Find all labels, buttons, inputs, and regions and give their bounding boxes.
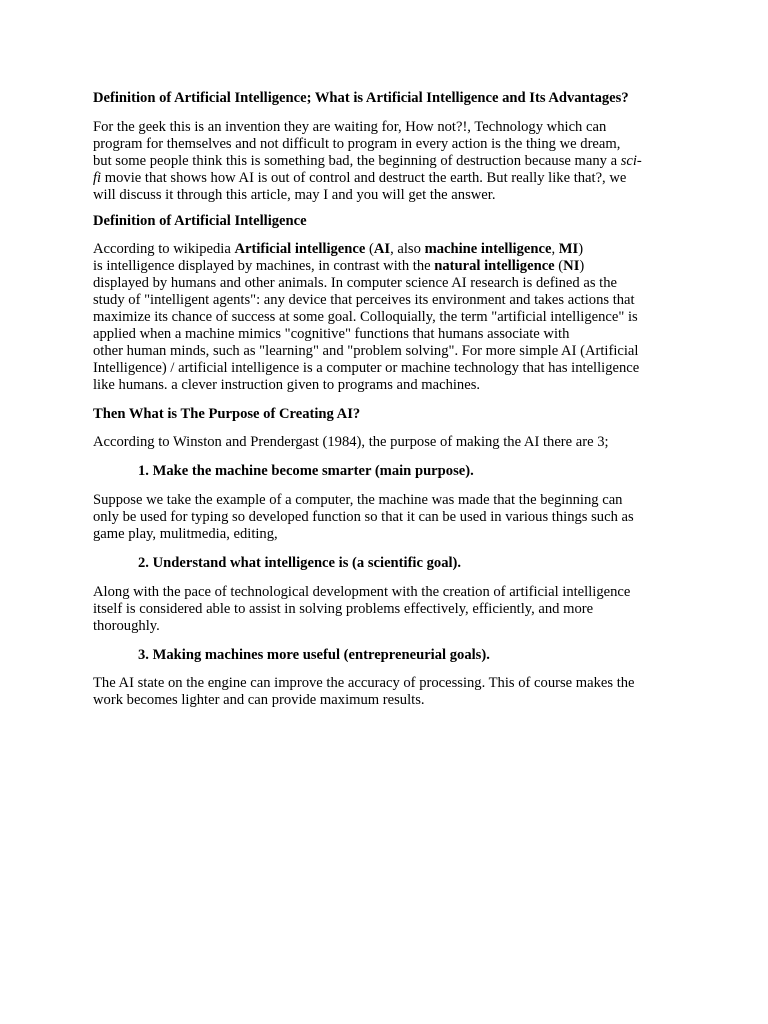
item-text-line: only be used for typing so developed function so that it can be used in various things such as [93,509,634,525]
definition-text: ) [578,241,584,257]
item-text-line: itself is considered able to assist in solving problems effectively, efficiently, and more [93,601,594,617]
definition-line: maximize its chance of success at some goal. Colloquially, the term "artificial intelligence" is [93,309,638,325]
section-heading-definition: Definition of Artificial Intelligence [93,213,307,229]
definition-text: ( [365,241,374,257]
section-heading-purpose: Then What is The Purpose of Creating AI? [93,406,361,422]
definition-line: other human minds, such as "learning" and "problem solving". For more simple AI (Artificial [93,343,639,359]
intro-italic: fi [93,170,102,186]
purpose-intro-line: According to Winston and Prendergast (1984), the purpose of making the AI there are 3; [93,434,609,450]
item-text-line: work becomes lighter and can provide maximum results. [93,692,425,708]
intro-line [93,153,683,170]
intro-line: will discuss it through this article, may I and you will get the answer. [93,187,496,203]
intro-italic: sci- [620,153,642,169]
definition-line: displayed by humans and other animals. In computer science AI research is defined as the [93,275,617,291]
definition-bold: Artificial intelligence [234,241,366,257]
definition-bold: MI [558,241,579,257]
purpose-item-2: 2. Understand what intelligence is (a scientific goal). [138,555,462,571]
item-text-line: thoroughly. [93,618,160,634]
intro-line: For the geek this is an invention they are waiting for, How not?!, Technology which can [93,119,607,135]
definition-text: According to wikipedia [93,241,235,257]
item-text-line: Suppose we take the example of a computer, the machine was made that the beginning can [93,492,623,508]
definition-bold: machine intelligence [424,241,552,257]
definition-paragraph [93,241,683,394]
definition-text: is intelligence displayed by machines, in contrast with the [93,258,435,274]
intro-text: but some people think this is something bad, the beginning of destruction because many a [93,153,621,169]
intro-line [93,170,683,187]
definition-line [93,258,683,275]
definition-text: ( [554,258,564,274]
definition-text: , [551,241,559,257]
definition-line: like humans. a clever instruction given to programs and machines. [93,377,481,393]
item-text-line: Along with the pace of technological development with the creation of artificial intelligence [93,584,631,600]
purpose-intro [93,434,683,451]
definition-line [93,241,683,258]
definition-bold: natural intelligence [434,258,555,274]
definition-bold: AI [373,241,391,257]
purpose-item-2-text [93,584,683,635]
purpose-item-3: 3. Making machines more useful (entrepreneurial goals). [138,647,490,663]
intro-paragraph [93,119,683,204]
document-title: Definition of Artificial Intelligence; What is Artificial Intelligence and Its Advantages? [93,90,629,106]
definition-line: applied when a machine mimics "cognitive" functions that humans associate with [93,326,570,342]
intro-line: program for themselves and not difficult to program in every action is the thing we dream, [93,136,621,152]
definition-line: study of "intelligent agents": any device that perceives its environment and takes actions that [93,292,635,308]
definition-bold: NI [563,258,580,274]
intro-text: movie that shows how AI is out of control and destruct the earth. But really like that?, we [101,170,627,186]
purpose-item-1: 1. Make the machine become smarter (main purpose). [138,463,474,479]
purpose-item-3-text [93,675,683,709]
definition-text: ) [579,258,585,274]
item-text-line: game play, mulitmedia, editing, [93,526,278,542]
item-text-line: The AI state on the engine can improve the accuracy of processing. This of course makes the [93,675,635,691]
definition-line: Intelligence) / artificial intelligence is a computer or machine technology that has intelligence [93,360,640,376]
definition-text: , also [390,241,425,257]
purpose-item-1-text [93,492,683,543]
